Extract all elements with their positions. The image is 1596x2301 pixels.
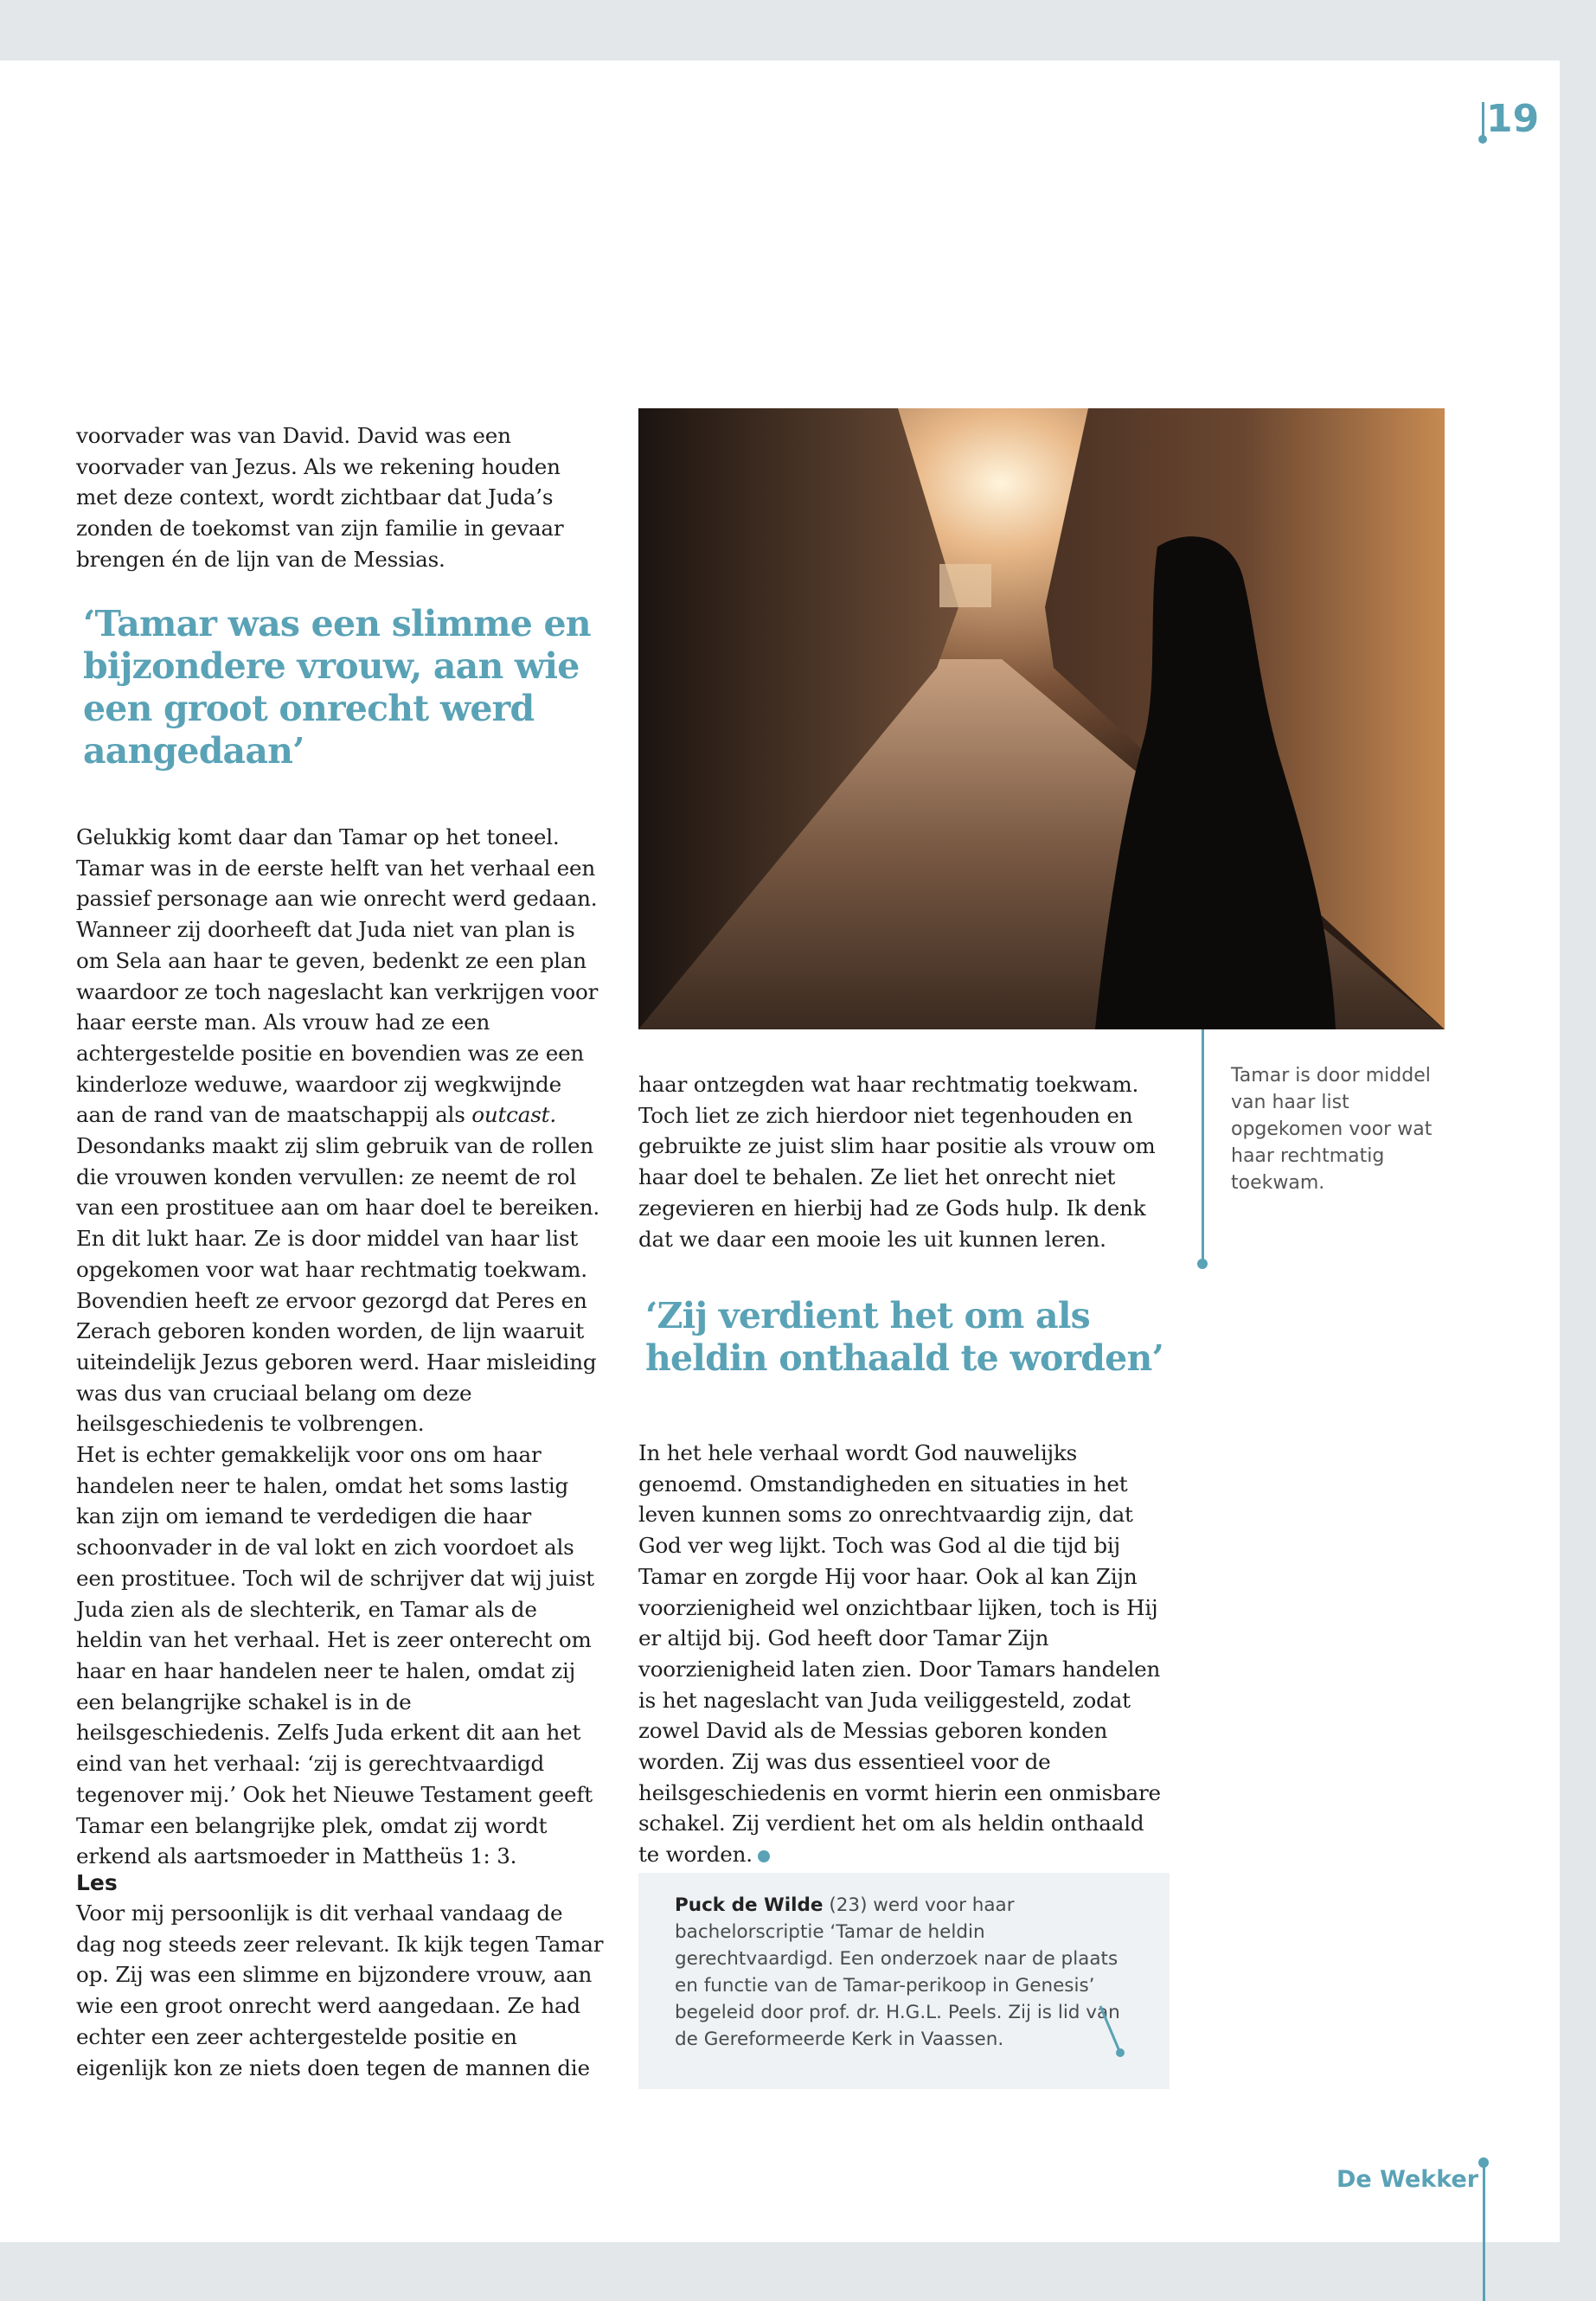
paragraph-tamar-part-b: Desondanks maakt zij slim gebruik van de rollen die vrouwen konden vervullen: ze neemt de rol van een prostituee aan om haar doel te bereiken. En dit lukt haar. Ze is door middel van haar list opgekomen voor wat haar rechtmatig toekwam. Bovendien heeft ze ervoor gezorgd dat Peres en Zerach geboren konden worden, de lijn waaruit uiteindelijk Jezus geboren werd. Haar misleiding was dus van cruciaal belang om deze heilsgeschiedenis te volbrengen. <box>76 1133 600 1437</box>
paragraph-tamar-part-a: Gelukkig komt daar dan Tamar op het toneel. Tamar was in de eerste helft van het verhaal een passief personage aan wie onrecht werd gedaan. Wanneer zij doorheeft dat Juda niet van plan is om Sela aan haar te geven, bedenkt ze een plan waardoor ze toch nageslacht kan verkrijgen voor haar eerste man. Als vrouw had ze een achtergestelde positie en bovendien was ze een kinderloze weduwe, waardoor zij wegkwijnde aan de rand van de maatschappij als <box>76 824 599 1128</box>
footer-dot <box>1478 2157 1489 2168</box>
les-heading: Les <box>76 1870 118 1895</box>
page-number: 19 <box>1486 97 1540 141</box>
paragraph-continued: haar ontzegden wat haar rechtmatig toekwam. Toch liet ze zich hierdoor niet tegenhouden en gebruikte ze juist slim haar positie als vrouw om haar doel te behalen. Ze liet het onrecht niet zegevieren en hierbij had ze Gods hulp. Ik denk dat we daar een mooie les uit kunnen leren. <box>638 1072 1156 1252</box>
paragraph-les: Voor mij persoonlijk is dit verhaal vandaag de dag nog steeds zeer relevant. Ik kijk tegen Tamar op. Zij was een slimme en bijzondere vrouw, aan wie een groot onrecht werd aangedaan. Ze had echter een zeer achtergestelde positie en eigenlijk kon ze niets doen tegen de mannen die <box>76 1900 604 2080</box>
paragraph-tamar <box>76 822 604 1439</box>
author-bio-details: (23) werd voor haar bachelorscriptie ‘Tamar de heldin gerechtvaardigd. Een onderzoek naar de plaats en functie van de Tamar-perikoop in Genesis’ begeleid door prof. dr. H.G.L. Peels. Zij is lid van de Gereformeerde Kerk in Vaassen. <box>675 1894 1120 2050</box>
column-left <box>76 420 604 575</box>
paragraph-echter: Het is echter gemakkelijk voor ons om haar handelen neer te halen, omdat het soms lastig kan zijn om iemand te verdedigen die haar schoonvader in de val lokt en zich voordoet als een prostituee. Toch wil de schrijver dat wij juist Juda zien als de slechterik, en Tamar als de heldin van het verhaal. Het is zeer onterecht om haar en haar handelen neer te halen, omdat zij een belangrijke schakel is in de heilsgeschiedenis. Zelfs Juda erkent dit aan het eind van het verhaal: ‘zij is gerechtvaardigd tegenover mij.’ Ook het Nieuwe Testament geeft Tamar een belangrijke plek, omdat zij wordt erkend als aartsmoeder in Mattheüs 1: 3. <box>76 1442 594 1869</box>
magazine-title-footer: De Wekker <box>1336 2166 1479 2193</box>
pull-quote-2-container <box>645 1295 1173 1380</box>
paragraph-god-text: In het hele verhaal wordt God nauwelijks genoemd. Omstandigheden en situaties in het leven kunnen soms zo onrechtvaardig zijn, dat God ver weg lijkt. Toch was God al die tijd bij Tamar en zorgde Hij voor haar. Ook al kan Zijn voorzienigheid wel onzichtbaar lijken, toch is Hij er altijd bij. God heeft door Tamar Zijn voorzienigheid laten zien. Door Tamars handelen is het nageslacht van Juda veiliggesteld, zodat zowel David als de Messias geboren konden worden. Zij was dus essentieel voor de heilsgeschiedenis en vormt hierin een onmisbare schakel. Zij verdient het om als heldin onthaald te worden. <box>638 1440 1161 1868</box>
bio-corner-mark-icon <box>1097 2003 1131 2063</box>
pull-quote-1: ‘Tamar was een slimme en bijzondere vrouw, aan wie een groot onrecht werd aangedaan’ <box>83 603 591 772</box>
author-bio-box <box>638 1873 1170 2089</box>
italic-outcast: outcast. <box>471 1102 556 1128</box>
les-section <box>76 1868 604 2083</box>
caption-rule <box>1202 1029 1204 1263</box>
page-number-rule <box>1482 102 1484 138</box>
column-right-top <box>638 1069 1166 1254</box>
caption-dot <box>1197 1259 1208 1269</box>
footer-rule <box>1483 2163 1485 2301</box>
photo-caption: Tamar is door middel van haar list opgekomen voor wat haar rechtmatig toekwam. <box>1231 1065 1433 1194</box>
end-mark-dot <box>758 1850 770 1862</box>
pull-quote-2: ‘Zij verdient het om als heldin onthaald te worden’ <box>645 1295 1163 1379</box>
paragraph-intro: voorvader was van David. David was een voorvader van Jezus. Als we rekening houden met deze context, wordt zichtbaar dat Juda’s zonden de toekomst van zijn familie in gevaar brengen én de lijn van de Messias. <box>76 423 564 572</box>
photo-veiled-woman-alley <box>638 408 1445 1029</box>
pull-quote-1-container <box>83 603 602 772</box>
column-right-body <box>638 1438 1166 1870</box>
author-name: Puck de Wilde <box>675 1894 824 1916</box>
paragraph-god <box>638 1438 1166 1870</box>
author-bio-text <box>675 1892 1125 2053</box>
column-left-body <box>76 822 604 1872</box>
